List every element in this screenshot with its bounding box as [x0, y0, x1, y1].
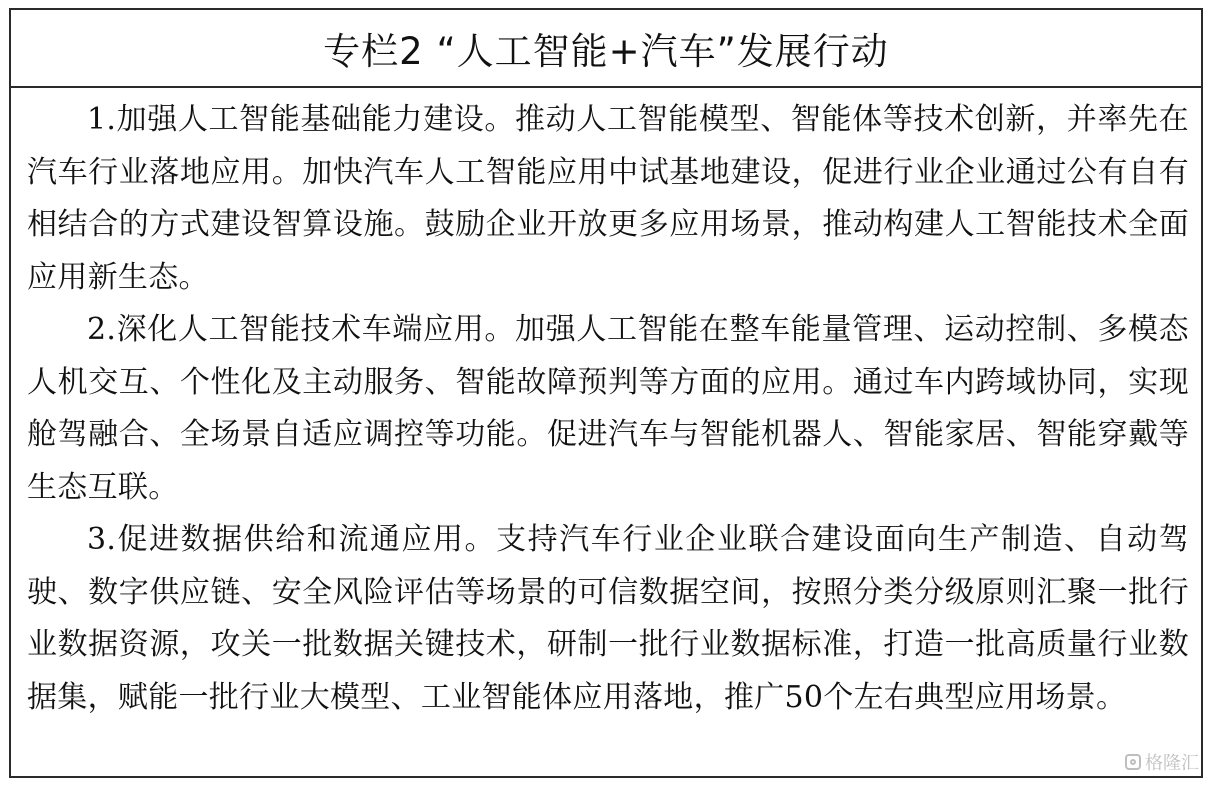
column-content [27, 94, 1189, 724]
watermark [1125, 749, 1199, 775]
title-row [11, 10, 1201, 88]
column-title: 专栏2 “人工智能+汽车”发展行动 [323, 30, 889, 73]
watermark-text: 格隆汇 [1145, 753, 1199, 774]
feature-column-box [9, 8, 1203, 778]
gelonghui-logo-icon [1125, 754, 1141, 770]
paragraph-2: 2.深化人工智能技术车端应用。加强人工智能在整车能量管理、运动控制、多模态人机交互、个性化及主动服务、智能故障预判等方面的应用。通过车内跨域协同，实现舱驾融合、全场景自适应调控等功能。促进汽车与智能机器人、智能家居、智能穿戴等生态互联。 [27, 312, 1189, 505]
paragraph-1: 1.加强人工智能基础能力建设。推动人工智能模型、智能体等技术创新，并率先在汽车行业落地应用。加快汽车人工智能应用中试基地建设，促进行业企业通过公有自有相结合的方式建设智算设施。鼓励企业开放更多应用场景，推动构建人工智能技术全面应用新生态。 [27, 102, 1189, 295]
paragraph-3: 3.促进数据供给和流通应用。支持汽车行业企业联合建设面向生产制造、自动驾驶、数字供应链、安全风险评估等场景的可信数据空间，按照分类分级原则汇聚一批行业数据资源，攻关一批数据关键技术，研制一批行业数据标准，打造一批高质量行业数据集，赋能一批行业大模型、工业智能体应用落地，推广50个左右典型应用场景。 [27, 522, 1189, 715]
